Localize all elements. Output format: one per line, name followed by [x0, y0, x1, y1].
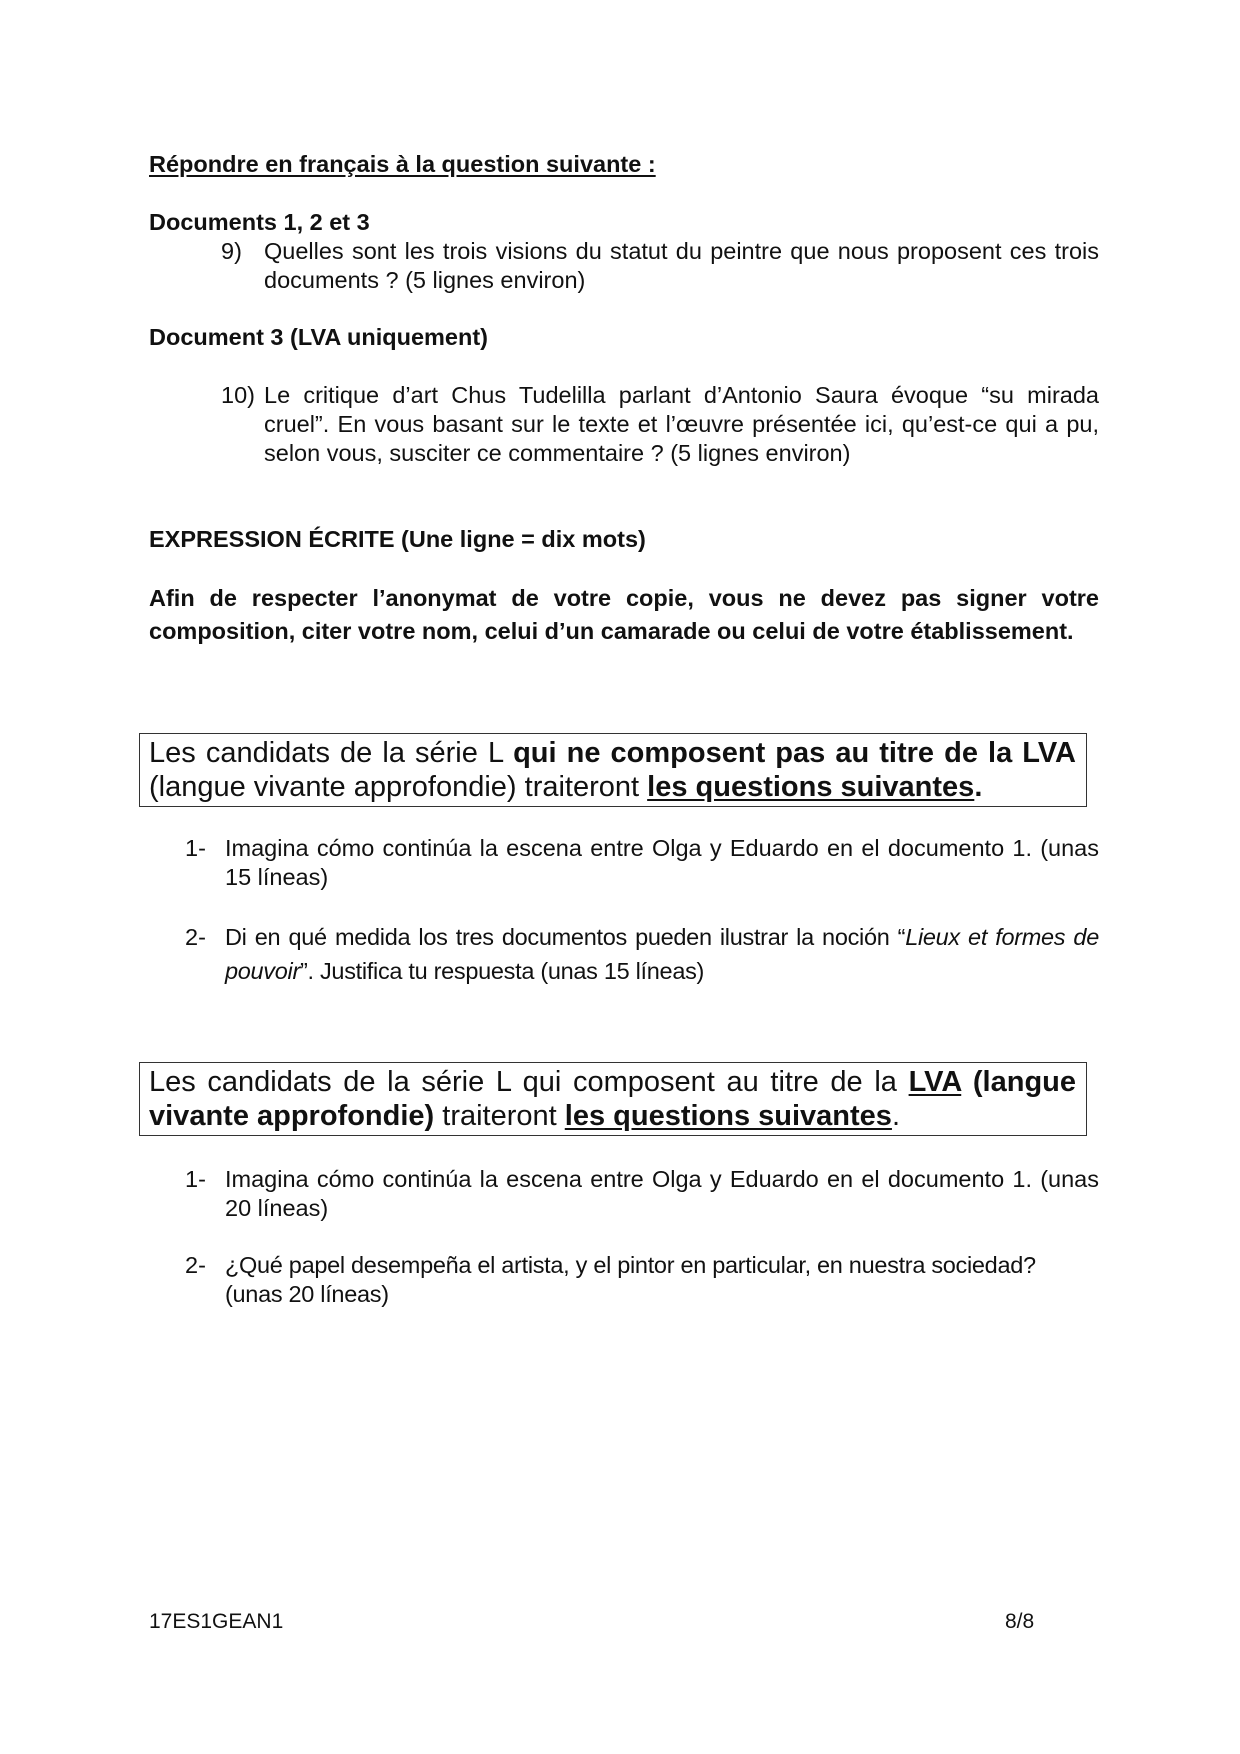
question-number: 10) — [221, 382, 255, 408]
question-number: 1- — [185, 1166, 206, 1192]
box-text-bold: . — [974, 771, 983, 803]
expression-heading: EXPRESSION ÉCRITE (Une ligne = dix mots) — [149, 526, 646, 552]
box-text: Les candidats de la série L — [149, 737, 514, 769]
document-code: 17ES1GEAN1 — [149, 1610, 284, 1633]
box1-question-1 — [185, 834, 1099, 892]
question-text: Imagina cómo continúa la escena entre Olga y Eduardo en el documento 1. (unas 15 líneas) — [225, 835, 1099, 890]
box-text-bold: (langue vivante approfondie) — [149, 1066, 1076, 1132]
instruction-box-lva — [139, 1062, 1087, 1136]
question-text: ¿Qué papel desempeña el artista, y el pintor en particular, en nuestra sociedad? (unas 20 líneas) — [225, 1252, 1036, 1307]
question-text: Quelles sont les trois visions du statut du peintre que nous proposent ces trois documents ? (5 lignes environ) — [264, 238, 1099, 293]
anonymity-warning: Afin de respecter l’anonymat de votre copie, vous ne devez pas signer votre composition, citer votre nom, celui d’un camarade ou celui de votre établissement. — [149, 585, 1099, 644]
section-heading-doc-3: Document 3 (LVA uniquement) — [149, 324, 489, 350]
question-text-part: Di en qué medida los tres documentos pueden ilustrar la noción “ — [225, 924, 906, 950]
box1-question-2 — [185, 920, 1099, 988]
box2-question-2 — [185, 1251, 1099, 1309]
box-text-bold-underline: LVA — [908, 1066, 962, 1098]
page-number: 8/8 — [1005, 1610, 1035, 1633]
box2-question-1 — [185, 1165, 1099, 1223]
question-text: Imagina cómo continúa la escena entre Olga y Eduardo en el documento 1. (unas 20 líneas) — [225, 1166, 1099, 1221]
box-text: traiteront — [434, 1100, 565, 1132]
question-text-italic: Lieux et formes de pouvoir — [225, 924, 1099, 984]
question-10 — [221, 381, 1099, 468]
question-9 — [221, 237, 1099, 295]
question-number: 2- — [185, 924, 206, 950]
box-text-bold: qui ne composent pas au titre de la LVA — [513, 737, 1076, 769]
box-text-bold-underline: les questions suivantes — [647, 771, 975, 803]
question-text — [225, 920, 1099, 988]
box-text: . — [891, 1100, 900, 1132]
question-number: 9) — [221, 238, 242, 264]
question-number: 2- — [185, 1252, 206, 1278]
box-text-bold-underline: les questions suivantes — [564, 1100, 892, 1132]
question-text: Le critique d’art Chus Tudelilla parlant d’Antonio Saura évoque “su mirada cruel”. En vous basant sur le texte et l’œuvre présentée ici, qu’est-ce qui a pu, selon vous, susciter ce commentaire ? (5 lignes environ) — [264, 382, 1099, 466]
section-heading-docs-123: Documents 1, 2 et 3 — [149, 209, 370, 235]
instruction-heading: Répondre en français à la question suivante : — [149, 151, 656, 177]
question-text-part: ”. Justifica tu respuesta (unas 15 líneas) — [299, 958, 705, 984]
instruction-box-non-lva — [139, 733, 1087, 807]
box-text: Les candidats de la série L qui composent au titre de la — [149, 1066, 909, 1098]
question-number: 1- — [185, 835, 206, 861]
box-text: (langue vivante approfondie) traiteront — [149, 771, 648, 803]
